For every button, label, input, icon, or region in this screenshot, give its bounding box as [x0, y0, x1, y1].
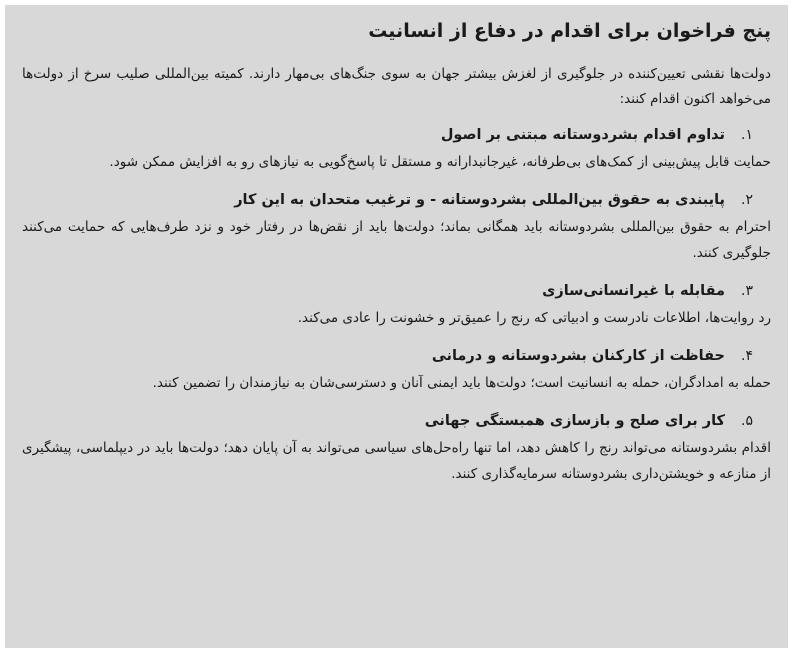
- list-item-heading: [22, 187, 771, 214]
- list-item: [22, 343, 771, 396]
- list-item-description: رد روایت‌ها، اطلاعات نادرست و ادبیاتی که رنج را عمیق‌تر و خشونت را عادی می‌کند.: [297, 310, 771, 326]
- list-item-number: ۲.: [741, 192, 753, 208]
- list-item-heading: [22, 278, 771, 305]
- list-item-number: ۳.: [741, 283, 753, 299]
- list-item-title: تداوم اقدام بشردوستانه مبتنی بر اصول: [440, 127, 725, 143]
- list-item: [22, 278, 771, 331]
- list-item: [22, 187, 771, 266]
- list-item-description: حمله به امدادگران، حمله به انسانیت است؛ دولت‌ها باید ایمنی آنان و دسترسی‌شان به نیازمندان را تضمین کنند.: [152, 375, 771, 391]
- list-item-title: حفاظت از کارکنان بشردوستانه و درمانی: [431, 348, 725, 364]
- list-item-heading: [22, 343, 771, 370]
- list-item-number: ۵.: [741, 413, 753, 429]
- page-title: پنج فراخوان برای اقدام در دفاع از انسانیت: [368, 20, 771, 42]
- list-item-description: حمایت قابل پیش‌بینی از کمک‌های بی‌طرفانه، غیرجانبدارانه و مستقل تا پاسخ‌گویی به نیازهای رو به افزایش ممکن شود.: [109, 154, 771, 170]
- list-item-heading: [22, 122, 771, 149]
- list-item: [22, 122, 771, 175]
- list-item-number: ۱.: [741, 127, 753, 143]
- list-item-heading: [22, 408, 771, 435]
- list-item-title: کار برای صلح و بازسازی همبستگی جهانی: [424, 413, 725, 429]
- list-item-description: احترام به حقوق بین‌المللی بشردوستانه باید همگانی بماند؛ دولت‌ها باید از نقض‌ها در رفتار خود و نزد طرف‌هایی که حمایت می‌کنند جلوگیری کنند.: [22, 219, 771, 261]
- list-item-title: پایبندی به حقوق بین‌المللی بشردوستانه - و ترغیب متحدان به این کار: [234, 192, 725, 208]
- list-item-description: اقدام بشردوستانه می‌تواند رنج را کاهش دهد، اما تنها راه‌حل‌های سیاسی می‌تواند به آن پایان دهد؛ دولت‌ها باید در دیپلماسی، پیشگیری از منازعه و خویشتن‌داری بشردوستانه سرمایه‌گذاری کنند.: [22, 440, 771, 482]
- action-list: [22, 122, 771, 487]
- list-item: [22, 408, 771, 487]
- list-item-title: مقابله با غیرانسانی‌سازی: [542, 283, 725, 299]
- list-item-number: ۴.: [741, 348, 753, 364]
- call-to-action-panel: [5, 5, 788, 648]
- intro-paragraph: دولت‌ها نقشی تعیین‌کننده در جلوگیری از لغزش بیشتر جهان به سوی جنگ‌های بی‌مهار دارند. کمیته بین‌المللی صلیب سرخ از دولت‌ها می‌خواهد اکنون اقدام کنند:: [22, 66, 771, 107]
